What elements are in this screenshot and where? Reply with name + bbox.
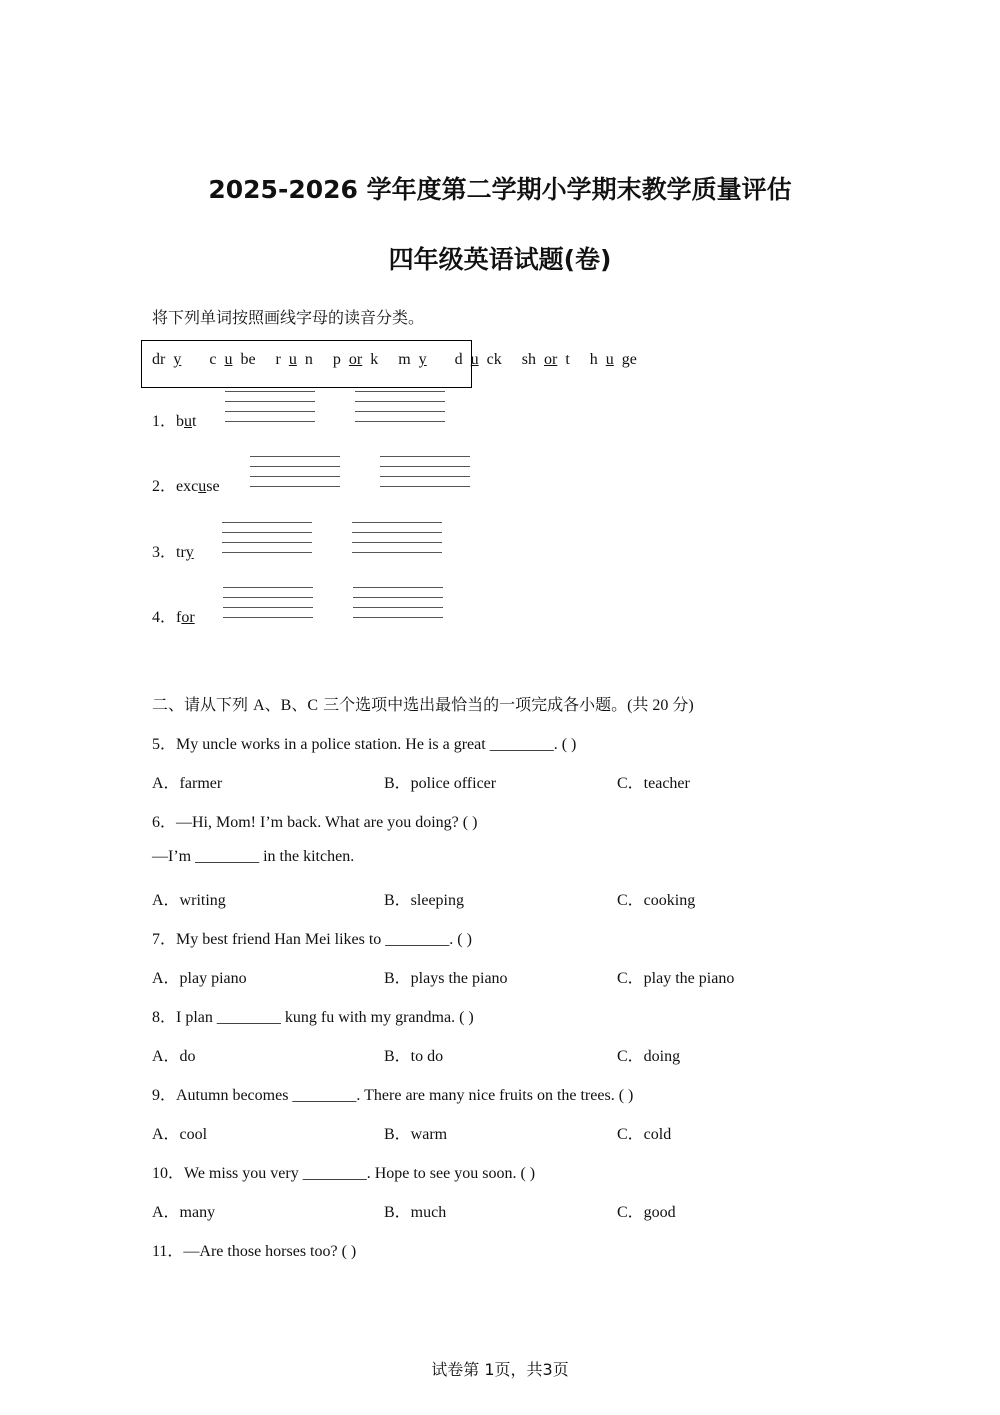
word: dr y [152,351,182,368]
option-a[interactable]: A．play piano [152,970,247,987]
option-c[interactable]: C．cold [617,1126,672,1143]
option-b[interactable]: B．warm [384,1126,448,1143]
question-7: 7．My best friend Han Mei likes to ________. ( ) [152,931,472,948]
word: h u ge [589,351,637,368]
option-c[interactable]: C．teacher [617,775,690,792]
answer-lines[interactable] [352,522,442,562]
option-a[interactable]: A．many [152,1204,216,1221]
page-footer: 试卷第 1页，共3页 [431,1360,569,1379]
question-9: 9．Autumn becomes ________. There are many nice fruits on the trees. ( ) [152,1087,634,1104]
word: sh or t [521,351,570,368]
answer-lines[interactable] [223,587,313,627]
option-c[interactable]: C．cooking [617,892,696,909]
option-b[interactable]: B．to do [384,1048,444,1065]
option-c[interactable]: C．play the piano [617,970,735,987]
question-10: 10．We miss you very ________. Hope to see you soon. ( ) [152,1165,536,1182]
answer-lines[interactable] [222,522,312,562]
option-a[interactable]: A．do [152,1048,196,1065]
option-a[interactable]: A．farmer [152,775,223,792]
word: r u n [275,351,313,368]
option-c[interactable]: C．good [617,1204,676,1221]
option-b[interactable]: B．much [384,1204,447,1221]
question-11: 11．—Are those horses too? ( ) [152,1243,357,1260]
classify-item-2: 2．excuse [152,478,220,495]
word: m y [398,351,427,368]
word: d u ck [454,351,502,368]
answer-lines[interactable] [353,587,443,627]
section2-heading: 二、请从下列 A、B、C 三个选项中选出最恰当的一项完成各小题。(共 20 分) [152,695,694,714]
exam-title-line1: 2025-2026 学年度第二学期小学期末教学质量评估 [208,175,792,204]
option-a[interactable]: A．cool [152,1126,208,1143]
classify-item-4: 4．for [152,609,195,626]
option-b[interactable]: B．plays the piano [384,970,508,987]
word-box [141,340,637,388]
option-b[interactable]: B．police officer [384,775,497,792]
answer-lines[interactable] [250,456,340,496]
question-5: 5．My uncle works in a police station. He is a great ________. ( ) [152,736,577,753]
option-b[interactable]: B．sleeping [384,892,464,909]
question-6: 6．—Hi, Mom! I’m back. What are you doing? ( ) [152,814,478,831]
classify-item-3: 3．try [152,544,194,561]
word: c u be [209,351,256,368]
answer-lines[interactable] [225,391,315,431]
answer-lines[interactable] [355,391,445,431]
option-c[interactable]: C．doing [617,1048,681,1065]
section1-instruction: 将下列单词按照画线字母的读音分类。 [152,308,425,327]
question-8: 8．I plan ________ kung fu with my grandma. ( ) [152,1009,474,1026]
question-6-reply: —I’m ________ in the kitchen. [152,848,355,865]
exam-title-line2: 四年级英语试题(卷) [388,245,612,274]
option-a[interactable]: A．writing [152,892,226,909]
word: p or k [332,351,379,368]
answer-lines[interactable] [380,456,470,496]
classify-item-1: 1．but [152,413,197,430]
